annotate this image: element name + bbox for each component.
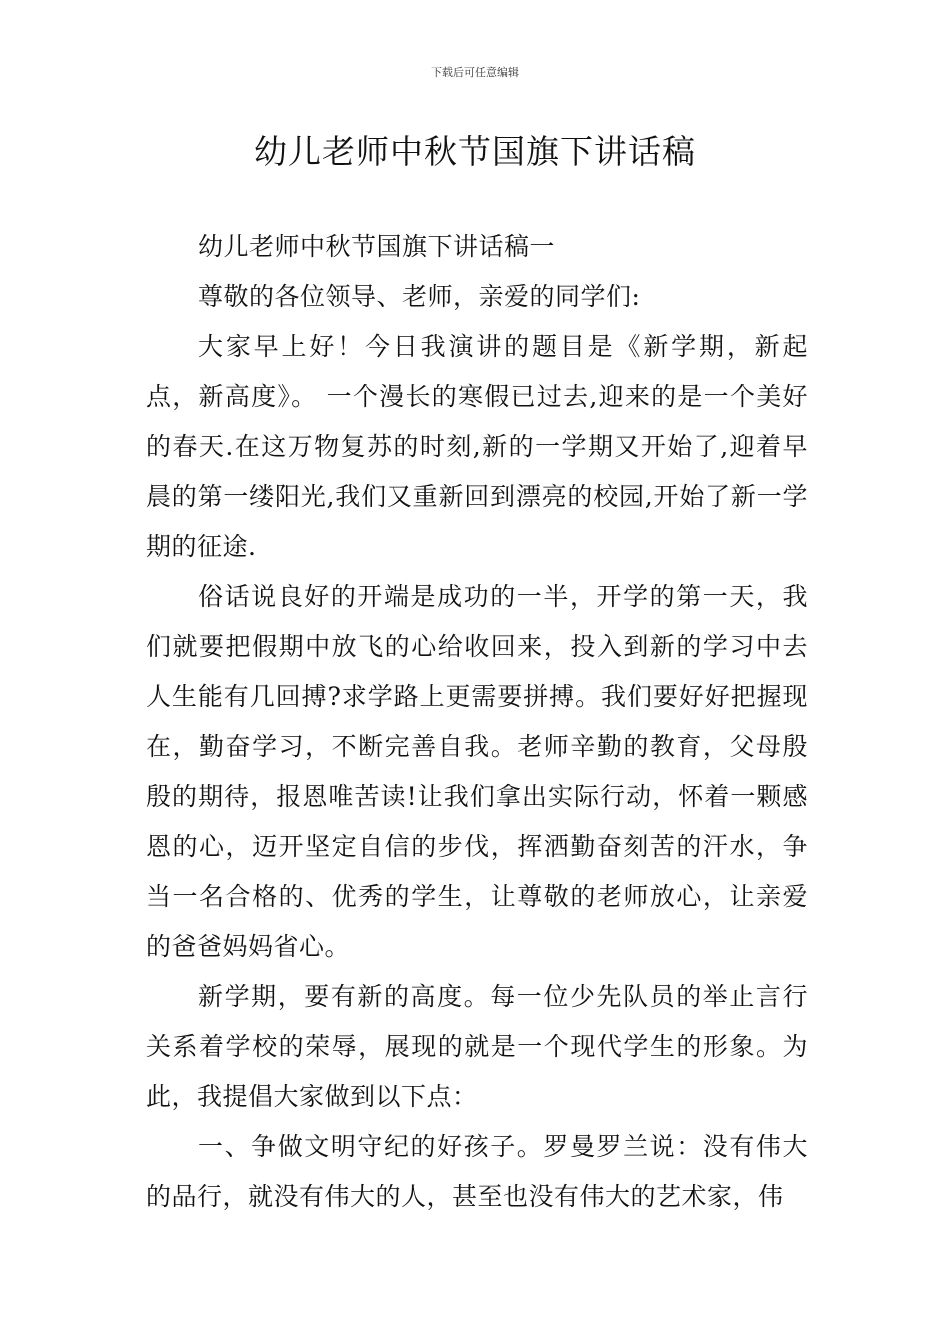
paragraph-point-one: 一、争做文明守纪的好孩子。罗曼罗兰说：没有伟大的品行，就没有伟大的人，甚至也没有伟大的艺术家，伟 xyxy=(146,1132,808,1211)
document-title: 幼儿老师中秋节国旗下讲话稿 xyxy=(254,132,696,171)
paragraph-opening: 大家早上好！今日我演讲的题目是《新学期，新起点，新高度》。 一个漫长的寒假已过去,迎来的是一个美好的春天.在这万物复苏的时刻,新的一学期又开始了,迎着早晨的第一缕阳光,我们又重新回到漂亮的校园,开始了新一学期的征途. xyxy=(146,332,808,561)
paragraph-new-height: 新学期，要有新的高度。每一位少先队员的举止言行关系着学校的荣辱，展现的就是一个现代学生的形象。为此，我提倡大家做到以下点： xyxy=(146,982,808,1111)
page-header-note: 下载后可任意编辑 xyxy=(431,66,519,79)
paragraph-subtitle: 幼儿老师中秋节国旗下讲话稿一 xyxy=(198,232,556,261)
paragraph-good-start: 俗话说良好的开端是成功的一半，开学的第一天，我们就要把假期中放飞的心给收回来，投入到新的学习中去人生能有几回搏?求学路上更需要拼搏。我们要好好把握现在，勤奋学习，不断完善自我。老师辛勤的教育，父母殷殷的期待，报恩唯苦读!让我们拿出实际行动，怀着一颗感恩的心，迈开坚定自信的步伐，挥洒勤奋刻苦的汗水，争当一名合格的、优秀的学生，让尊敬的老师放心，让亲爱的爸爸妈妈省心。 xyxy=(146,582,808,961)
paragraph-greeting: 尊敬的各位领导、老师，亲爱的同学们: xyxy=(198,282,641,311)
document-body xyxy=(146,222,808,1222)
